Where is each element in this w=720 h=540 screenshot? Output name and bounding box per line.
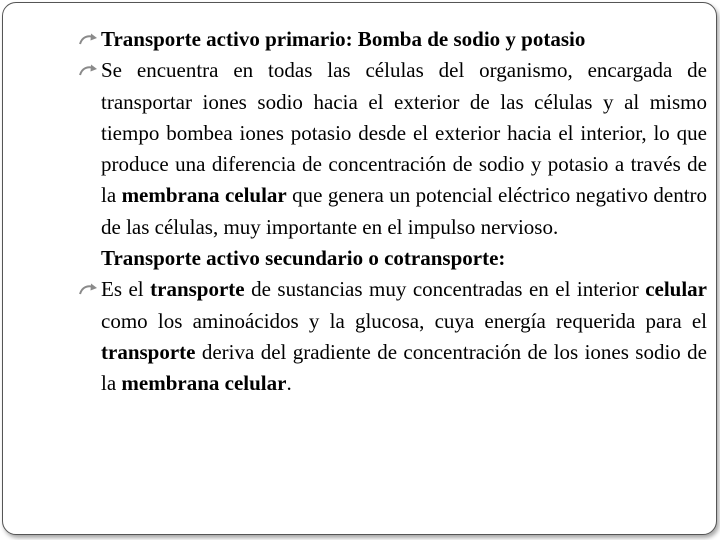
slide-content (79, 24, 707, 400)
paragraph2-text-4: deriva del gradiente de concentración de los iones sodio de la (101, 339, 707, 396)
slide-title: Transporte activo primario: Bomba de sodio y potasio (101, 27, 586, 51)
slide-subtitle: Transporte activo secundario o cotransporte: (101, 246, 506, 271)
paragraph2-text-2: de sustancias muy concentradas en el interior (244, 277, 646, 302)
paragraph2-bold-3: transporte (101, 339, 196, 364)
paragraph2-text-3: como los aminoácidos y la glucosa, cuya energía requerida para el (101, 308, 707, 333)
paragraph2-text-1: Es el (101, 277, 151, 302)
paragraph2-bold-1: transporte (150, 277, 245, 302)
subtitle-line (79, 243, 707, 274)
paragraph1-text-2: que genera un potencial eléctrico negativo dentro de las células, muy importante en el impulso nervioso. (101, 183, 708, 239)
paragraph1-bold-1: membrana celular (121, 183, 287, 208)
paragraph2-bold-2: celular (645, 277, 707, 302)
paragraph2-bold-4: membrana celular (121, 371, 287, 396)
curved-arrow-bullet-icon (79, 283, 98, 296)
paragraph2-text-5: . (286, 371, 292, 396)
curved-arrow-bullet-icon (79, 33, 98, 46)
paragraph-primary-transport (79, 55, 707, 243)
paragraph1-text-1: Se encuentra en todas las células del organismo, encargada de transportar iones sodio hacia el exterior de las células y al mismo tiempo bombea iones potasio desde el exterior hacia el interior, lo que produce una diferencia de concentración de sodio y potasio a través de la (101, 58, 707, 208)
title-line (79, 24, 707, 55)
curved-arrow-bullet-icon (79, 64, 98, 77)
paragraph-secondary-transport (79, 274, 707, 399)
